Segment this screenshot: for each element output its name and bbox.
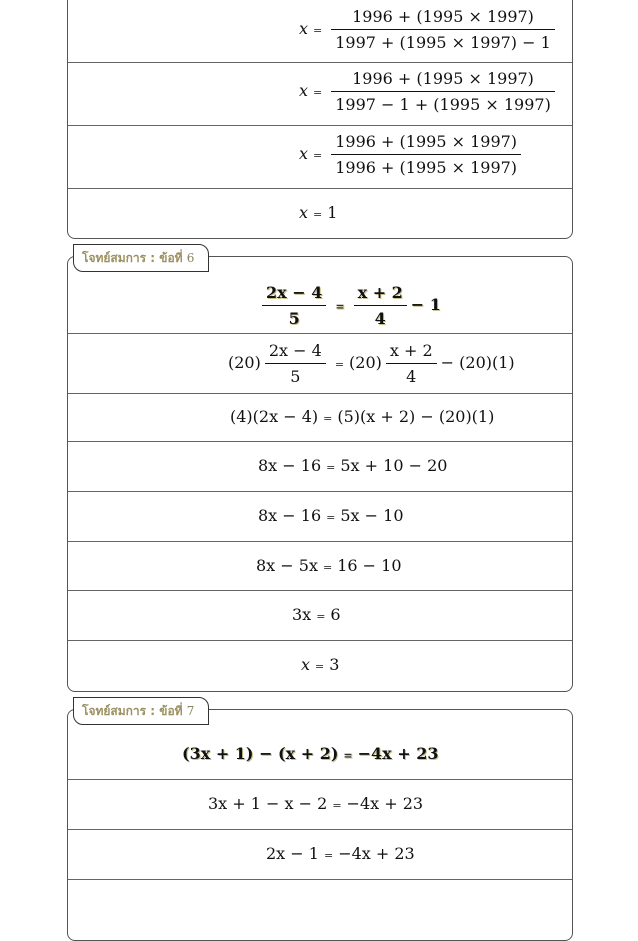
equation [292, 605, 341, 624]
problem-6-tab [73, 244, 209, 272]
fraction-denominator: 5 [290, 367, 301, 386]
problem-6-box [67, 256, 573, 692]
equation-rhs: 1 [327, 203, 338, 222]
equation [299, 7, 559, 52]
equation [258, 456, 447, 475]
equation-lhs: 3x + 1 − x − 2 [208, 794, 328, 813]
solution-row [68, 591, 572, 641]
fraction-numerator: 2x − 4 [262, 283, 326, 306]
multiplier: (20) [349, 353, 382, 372]
equals-sign: = [343, 749, 353, 762]
equation [301, 655, 339, 674]
equation-rhs: (5)(x + 2) − (20)(1) [337, 407, 495, 426]
equation-tail: − (20)(1) [440, 353, 515, 372]
equation [228, 341, 515, 386]
solution-box-previous [67, 0, 573, 239]
equation-tail: − 1 [410, 295, 441, 314]
equals-sign: = [322, 561, 333, 574]
equation-rhs: 6 [330, 605, 341, 624]
equation-lhs: 3x [292, 605, 312, 624]
fraction-numerator: 1996 + (1995 × 1997) [331, 7, 555, 30]
equation [230, 407, 494, 426]
equation [258, 506, 404, 525]
equals-sign: = [326, 511, 336, 524]
equation-lhs: x [299, 19, 309, 38]
question-equation [258, 283, 441, 328]
equals-sign: = [332, 799, 342, 812]
equation-rhs: −4x + 23 [346, 794, 424, 813]
equals-sign: = [315, 660, 325, 673]
equation-lhs: x [301, 655, 311, 674]
solution-row [68, 334, 572, 394]
fraction-denominator: 4 [374, 309, 386, 328]
equation-lhs: (4)(2x − 4) [230, 407, 319, 426]
equation-lhs: x [299, 203, 309, 222]
fraction [331, 132, 521, 177]
solution-row [68, 189, 572, 238]
equation [208, 794, 423, 813]
equation [266, 844, 415, 863]
equals-sign: = [323, 412, 333, 425]
equals-sign: = [313, 86, 323, 99]
problem-7-tab [73, 697, 209, 725]
fraction-numerator: x + 2 [354, 283, 407, 306]
equation [299, 132, 525, 177]
fraction-numerator: 1996 + (1995 × 1997) [331, 69, 555, 92]
equals-sign: = [326, 461, 336, 474]
fraction-numerator: 2x − 4 [265, 341, 326, 364]
fraction-denominator: 1997 − 1 + (1995 × 1997) [335, 95, 551, 114]
solution-row [68, 394, 572, 442]
fraction [331, 7, 555, 52]
solution-row [68, 126, 572, 189]
equation [299, 69, 559, 114]
equals-sign: = [323, 849, 334, 862]
equation-lhs: (3x + 1) − (x + 2) [182, 744, 339, 763]
solution-row [68, 63, 572, 126]
fraction-numerator: x + 2 [386, 341, 437, 364]
solution-row [68, 442, 572, 492]
equals-sign: = [316, 610, 326, 623]
fraction-numerator: 1996 + (1995 × 1997) [331, 132, 521, 155]
problem-number: 7 [186, 704, 195, 718]
equals-sign: = [334, 358, 345, 371]
fraction-denominator: 1997 + (1995 × 1997) − 1 [335, 33, 551, 52]
equation-rhs: 5x − 10 [340, 506, 404, 525]
question-equation [182, 744, 439, 763]
equals-sign: = [313, 24, 323, 37]
problem-number: 6 [186, 251, 195, 265]
problem-7-box [67, 709, 573, 941]
equation [256, 556, 402, 575]
fraction-denominator: 4 [406, 367, 417, 386]
equation-lhs: 8x − 16 [258, 506, 322, 525]
fraction-denominator: 1996 + (1995 × 1997) [335, 158, 518, 177]
fraction [265, 341, 326, 386]
equation-lhs: x [299, 144, 309, 163]
tab-label: โจทย์สมการ : ข้อที่ [82, 251, 183, 265]
fraction [331, 69, 555, 114]
equation-lhs: 8x − 16 [258, 456, 322, 475]
solution-row [68, 641, 572, 691]
equation [299, 203, 337, 222]
equals-sign: = [313, 208, 323, 221]
equation-rhs: −4x + 23 [357, 744, 439, 763]
equals-sign: = [313, 149, 323, 162]
solution-row [68, 0, 572, 63]
solution-row [68, 492, 572, 542]
solution-row [68, 780, 572, 830]
solution-row [68, 542, 572, 591]
fraction [386, 341, 437, 386]
tab-label: โจทย์สมการ : ข้อที่ [82, 704, 183, 718]
equation-rhs: 16 − 10 [337, 556, 402, 575]
fraction [354, 283, 407, 328]
equation-rhs: 5x + 10 − 20 [340, 456, 448, 475]
equation-rhs: 3 [329, 655, 340, 674]
equation-rhs: −4x + 23 [338, 844, 415, 863]
equation-lhs: x [299, 81, 309, 100]
equation-lhs: 2x − 1 [266, 844, 319, 863]
solution-row [68, 830, 572, 880]
equals-sign: = [335, 300, 345, 313]
equation-lhs: 8x − 5x [256, 556, 318, 575]
multiplier: (20) [228, 353, 261, 372]
fraction-denominator: 5 [288, 309, 300, 328]
fraction [262, 283, 326, 328]
